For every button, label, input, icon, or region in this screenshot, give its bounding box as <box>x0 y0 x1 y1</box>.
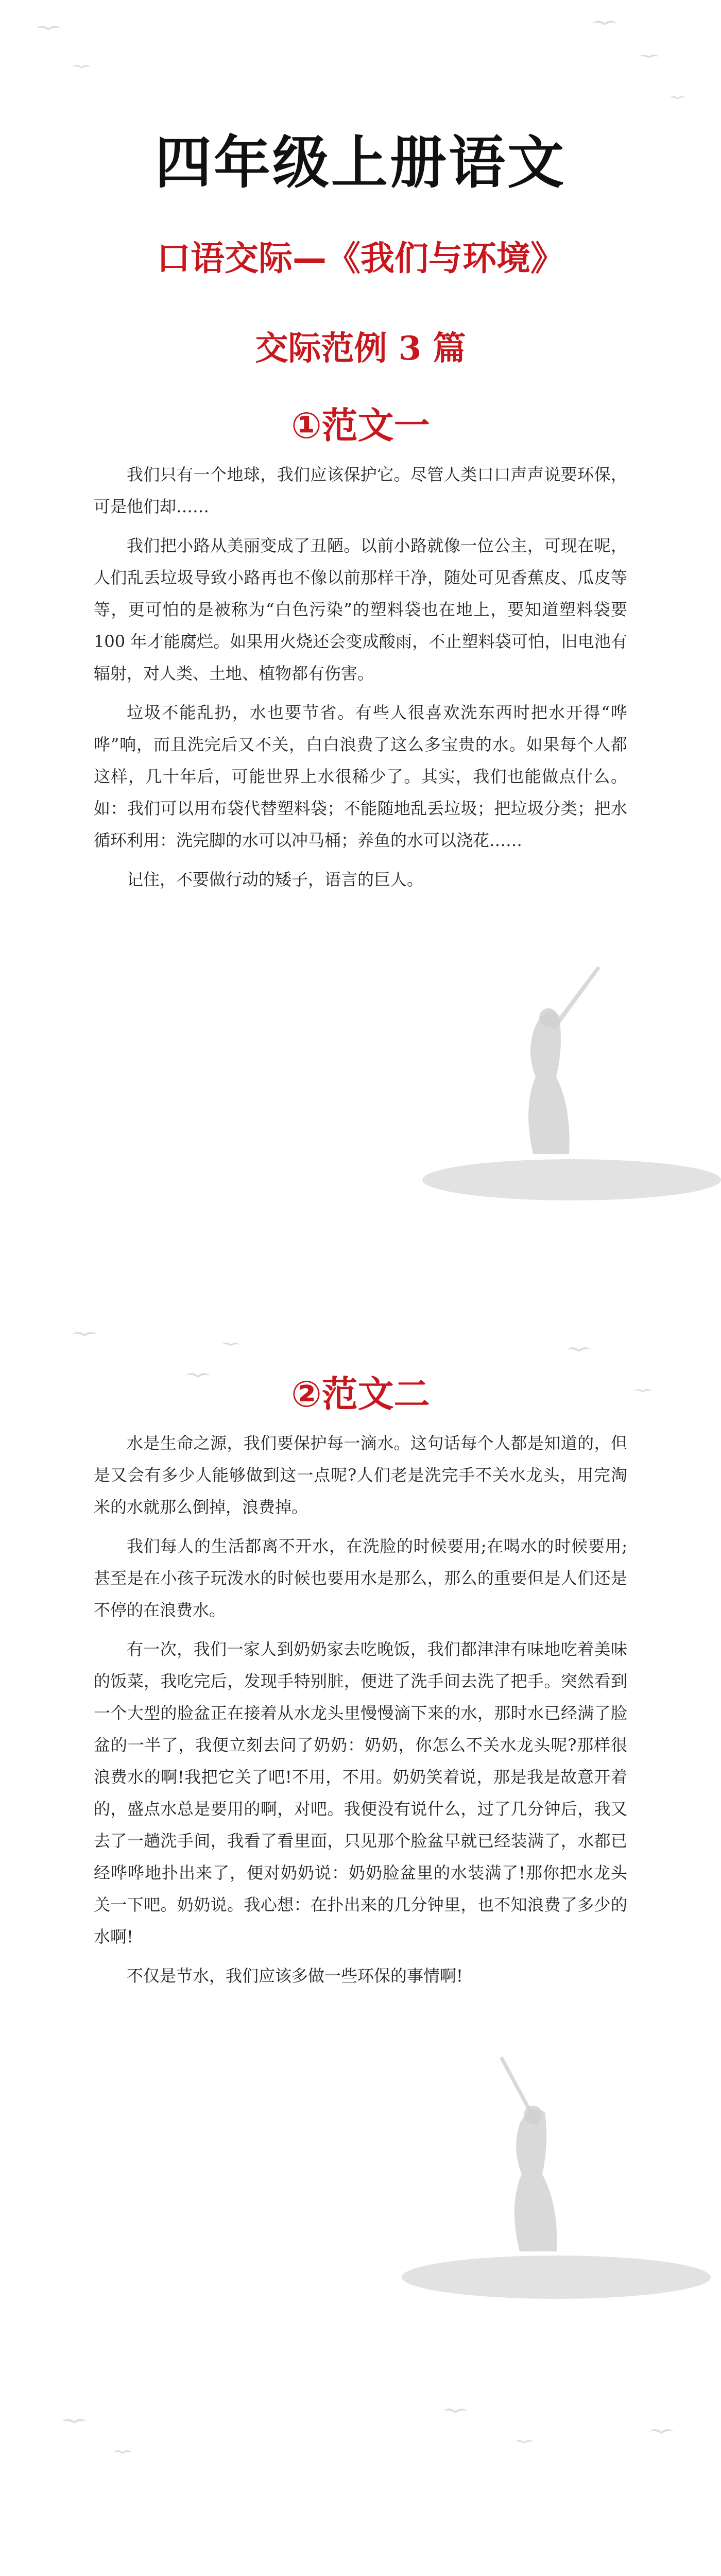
section-heading-1: ①范文一 <box>291 404 430 447</box>
section-1-paragraph: 记住，不要做行动的矮子，语言的巨人。 <box>127 870 424 889</box>
section-2-paragraph: 我们每人的生活都离不开水，在洗脸的时候要用;在喝水的时候要用;甚至是在小孩子玩泼水的时候也要用水是那么，那么的重要但是人们还是不停的在浪费水。 <box>94 1536 627 1620</box>
section-heading-2: ②范文二 <box>291 1373 430 1415</box>
section-2-paragraph: 不仅是节水，我们应该多做一些环保的事情啊! <box>127 1966 463 1986</box>
section-1-paragraph: 垃圾不能乱扔，水也要节省。有些人很喜欢洗东西时把水开得“哗哗”响，而且洗完后又不关，白白浪费了这么多宝贵的水。如果每个人都这样，几十年后，可能世界上水很稀少了。其实，我们也能做点什么。如：我们可以用布袋代替塑料袋；不能随地乱丢垃圾；把垃圾分类；把水循环利用：洗完脚的水可以冲马桶；养鱼的水可以浇花…… <box>94 703 627 850</box>
section-1-paragraph: 我们把小路从美丽变成了丑陋。以前小路就像一位公主，可现在呢，人们乱丢垃圾导致小路再也不像以前那样干净，随处可见香蕉皮、瓜皮等等，更可怕的是被称为“白色污染”的塑料袋也在地上，要知道塑料袋要 100 年才能腐烂。如果用火烧还会变成酸雨，不止塑料袋可怕，旧电池有辐射，对人类、土地、植物都有伤害。 <box>94 536 627 683</box>
section-1-paragraph: 我们只有一个地球，我们应该保护它。尽管人类口口声声说要环保，可是他们却…… <box>94 465 627 516</box>
section-body-2 <box>94 1427 627 1999</box>
section-body-1 <box>94 459 627 903</box>
page-subtitle: 口语交际—《我们与环境》 <box>157 239 564 278</box>
section-2-paragraph: 有一次，我们一家人到奶奶家去吃晚饭，我们都津津有味地吃着美味的饭菜，我吃完后，发现手特别脏，便进了洗手间去洗了把手。突然看到一个大型的脸盆正在接着从水龙头里慢慢滴下来的水，那时水已经满了脸盆的一半了，我便立刻去问了奶奶：奶奶，你怎么不关水龙头呢?那样很浪费水的啊!我把它关了吧!不用，不用。奶奶笑着说，那是我是故意开着的，盛点水总是要用的啊，对吧。我便没有说什么，过了几分钟后，我又去了一趟洗手间，我看了看里面，只见那个脸盆早就已经装满了，水都已经哗哗地扑出来了，便对奶奶说：奶奶脸盆里的水装满了!那你把水龙头关一下吧。奶奶说。我心想：在扑出来的几分钟里，也不知浪费了多少的水啊! <box>94 1639 627 1946</box>
section-2-paragraph: 水是生命之源，我们要保护每一滴水。这句话每个人都是知道的，但是又会有多少人能够做到这一点呢?人们老是洗完手不关水龙头，用完淘米的水就那么倒掉，浪费掉。 <box>94 1433 627 1517</box>
examples-heading: 交际范例 3 篇 <box>255 329 466 368</box>
page-title: 四年级上册语文 <box>155 130 566 196</box>
